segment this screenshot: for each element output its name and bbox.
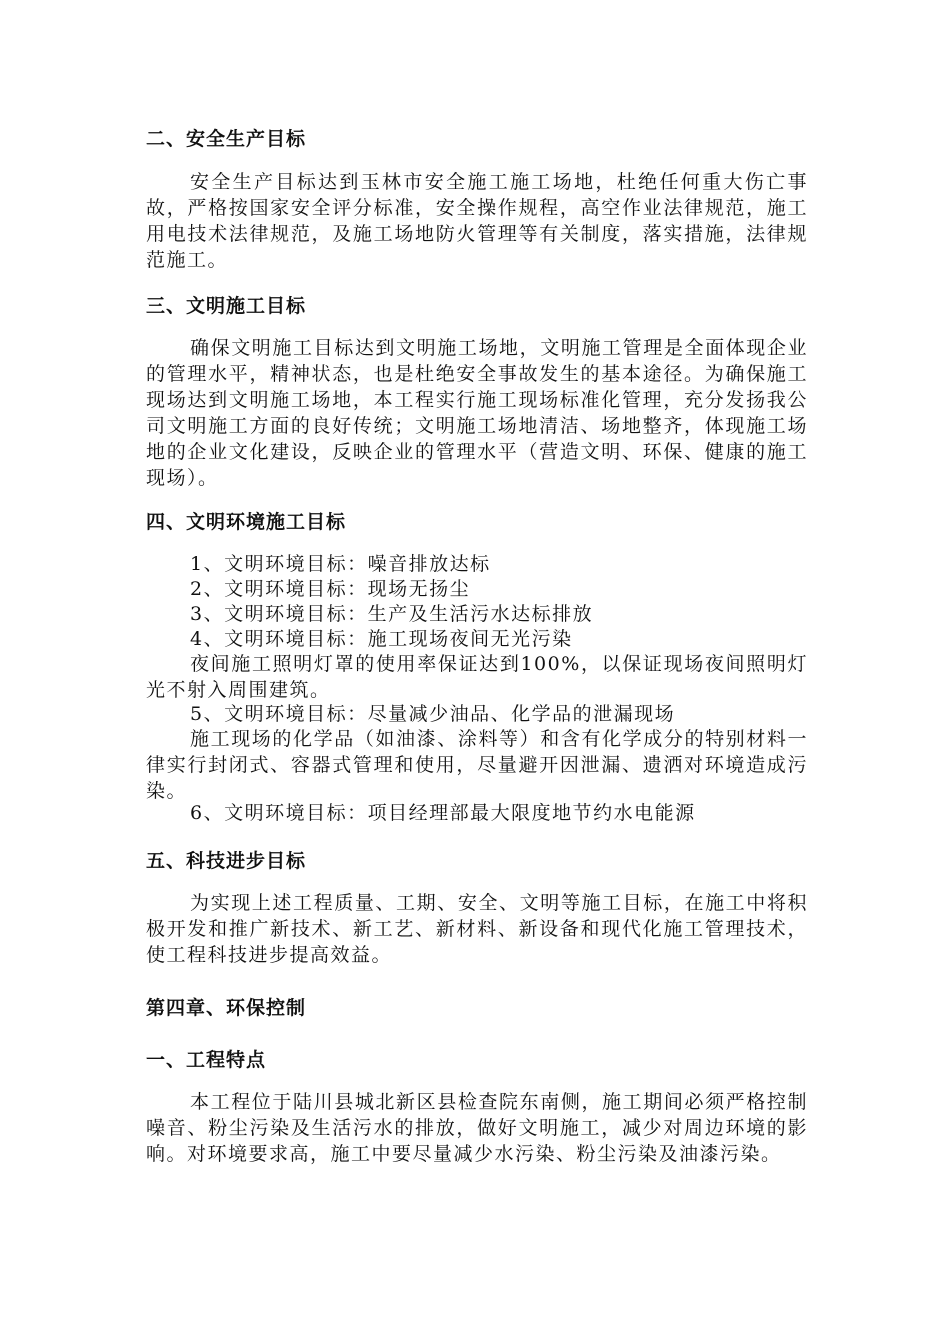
chapter-title-environmental-control: 第四章、环保控制: [146, 997, 307, 1019]
heading-environment-goal: 四、文明环境施工目标: [146, 511, 347, 533]
list-item-env-3: 3、文明环境目标：生产及生活污水达标排放: [190, 603, 594, 625]
paragraph-safety-goal: 安全生产目标达到玉林市安全施工施工场地，杜绝任何重大伤亡事故，严格按国家安全评分标准，安全操作规程，高空作业法律规范，施工用电技术法律规范，及施工场地防火管理等有关制度，落实措施，法律规范施工。: [146, 171, 808, 271]
paragraph-night-lighting: 夜间施工照明灯罩的使用率保证达到100%，以保证现场夜间照明灯光不射入周围建筑。: [146, 653, 808, 701]
list-item-env-6: 6、文明环境目标：项目经理部最大限度地节约水电能源: [190, 802, 696, 824]
paragraph-chemicals: 施工现场的化学品（如油漆、涂料等）和含有化学成分的特别材料一律实行封闭式、容器式管理和使用，尽量避开因泄漏、遗洒对环境造成污染。: [146, 728, 808, 802]
heading-tech-progress-goal: 五、科技进步目标: [146, 850, 307, 872]
heading-civilized-construction-goal: 三、文明施工目标: [146, 295, 307, 317]
list-item-env-1: 1、文明环境目标：噪音排放达标: [190, 553, 491, 575]
heading-project-features: 一、工程特点: [146, 1049, 267, 1071]
paragraph-civilized-construction-goal: 确保文明施工目标达到文明施工场地，文明施工管理是全面体现企业的管理水平，精神状态，也是杜绝安全事故发生的基本途径。为确保施工现场达到文明施工场地，本工程实行施工现场标准化管理，充分发扬我公司文明施工方面的良好传统；文明施工场地清洁、场地整齐，体现施工场地的企业文化建设，反映企业的管理水平（营造文明、环保、健康的施工现场）。: [146, 337, 808, 489]
heading-safety-goal: 二、安全生产目标: [146, 128, 307, 150]
list-item-env-5: 5、文明环境目标：尽量减少油品、化学品的泄漏现场: [190, 703, 676, 725]
list-item-env-4: 4、文明环境目标：施工现场夜间无光污染: [190, 628, 573, 650]
list-item-env-2: 2、文明环境目标：现场无扬尘: [190, 578, 471, 600]
paragraph-project-features: 本工程位于陆川县城北新区县检查院东南侧，施工期间必须严格控制噪音、粉尘污染及生活污水的排放，做好文明施工，减少对周边环境的影响。对环境要求高，施工中要尽量减少水污染、粉尘污染及油漆污染。: [146, 1091, 808, 1165]
paragraph-tech-progress-goal: 为实现上述工程质量、工期、安全、文明等施工目标，在施工中将积极开发和推广新技术、新工艺、新材料、新设备和现代化施工管理技术，使工程科技进步提高效益。: [146, 892, 808, 966]
